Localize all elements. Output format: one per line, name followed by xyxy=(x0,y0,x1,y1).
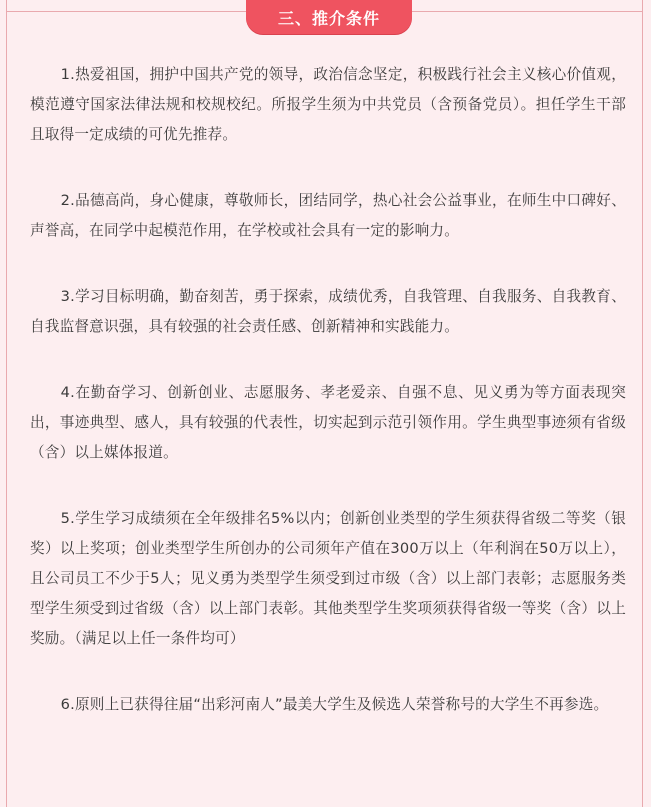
criterion-1: 1.热爱祖国，拥护中国共产党的领导，政治信念坚定，积极践行社会主义核心价值观，模范遵守国家法律法规和校规校纪。所报学生须为中共党员（含预备党员）。担任学生干部且取得一定成绩的可优先推荐。 xyxy=(30,66,626,143)
criterion-2: 2.品德高尚，身心健康，尊敬师长，团结同学，热心社会公益事业，在师生中口碑好、声誉高，在同学中起模范作用，在学校或社会具有一定的影响力。 xyxy=(30,192,626,239)
frame-right-border xyxy=(642,0,643,807)
section-title: 三、推介条件 xyxy=(277,8,380,28)
section-title-badge xyxy=(246,0,412,34)
criteria-list xyxy=(30,60,626,756)
criterion-3: 3.学习目标明确，勤奋刻苦，勇于探索，成绩优秀，自我管理、自我服务、自我教育、自我监督意识强，具有较强的社会责任感、创新精神和实践能力。 xyxy=(30,288,626,335)
frame-left-border xyxy=(6,0,7,807)
criterion-5: 5.学生学习成绩须在全年级排名5%以内；创新创业类型的学生须获得省级二等奖（银奖）以上奖项；创业类型学生所创办的公司须年产值在300万以上（年利润在50万以上），且公司员工不少于5人；见义勇为类型学生须受到过市级（含）以上部门表彰；志愿服务类型学生须受到过省级（含）以上部门表彰。其他类型学生奖项须获得省级一等奖（含）以上奖励。（满足以上任一条件均可） xyxy=(30,510,626,647)
criterion-6: 6.原则上已获得往届“出彩河南人”最美大学生及候选人荣誉称号的大学生不再参选。 xyxy=(60,696,609,713)
criterion-4: 4.在勤奋学习、创新创业、志愿服务、孝老爱亲、自强不息、见义勇为等方面表现突出，事迹典型、感人，具有较强的代表性，切实起到示范引领作用。学生典型事迹须有省级（含）以上媒体报道。 xyxy=(30,384,626,461)
